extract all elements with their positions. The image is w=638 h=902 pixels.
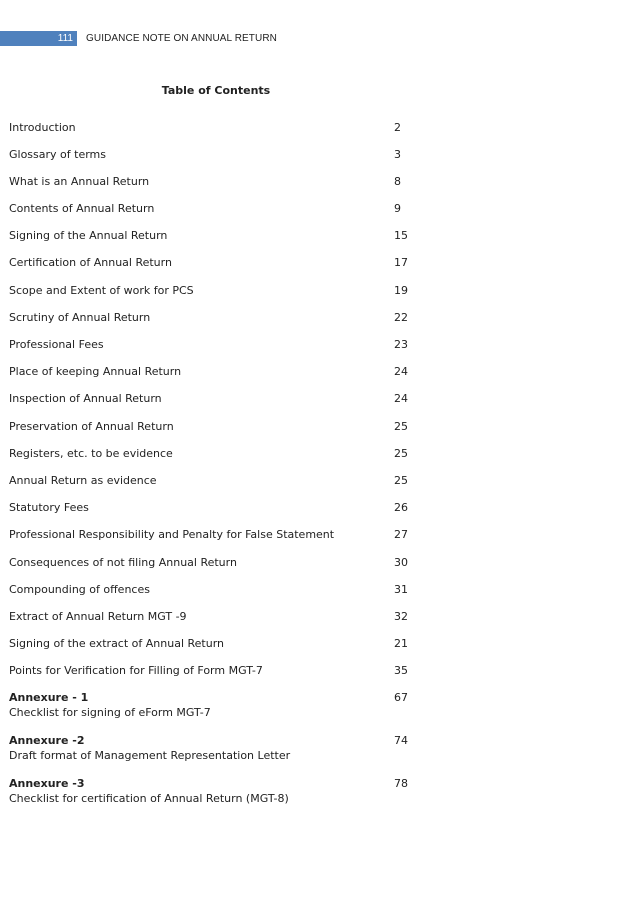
toc-entry-label: Compounding of offences bbox=[9, 583, 150, 596]
toc-entry-page: 32 bbox=[394, 610, 408, 623]
toc-title: Table of Contents bbox=[161, 84, 271, 97]
toc-entry-page: 8 bbox=[394, 175, 401, 188]
toc-entry-page: 25 bbox=[394, 420, 408, 433]
toc-entry-page: 25 bbox=[394, 474, 408, 487]
toc-entry-page: 9 bbox=[394, 202, 401, 215]
annexure-subtitle: Checklist for certification of Annual Return (MGT-8) bbox=[9, 792, 289, 805]
toc-entry-label: Place of keeping Annual Return bbox=[9, 365, 182, 378]
annexure-subtitle: Draft format of Management Representation Letter bbox=[9, 749, 291, 762]
toc-entry-page: 35 bbox=[394, 664, 408, 677]
annexure-page: 67 bbox=[394, 691, 408, 704]
annexure-label: Annexure -2 bbox=[9, 734, 85, 747]
toc-entry-label: Statutory Fees bbox=[9, 501, 89, 514]
toc-entry-page: 24 bbox=[394, 365, 408, 378]
toc-entry-label: Extract of Annual Return MGT -9 bbox=[9, 610, 187, 623]
toc-entry-label: Contents of Annual Return bbox=[9, 202, 155, 215]
toc-entry-page: 26 bbox=[394, 501, 408, 514]
toc-entry-label: Introduction bbox=[9, 121, 76, 134]
toc-entry-page: 15 bbox=[394, 229, 408, 242]
toc-entry-page: 17 bbox=[394, 256, 408, 269]
toc-entry-label: Inspection of Annual Return bbox=[9, 392, 162, 405]
toc-entry-page: 19 bbox=[394, 284, 408, 297]
toc-entry-label: Preservation of Annual Return bbox=[9, 420, 174, 433]
toc-entry-page: 27 bbox=[394, 528, 408, 541]
toc-entry-label: Signing of the Annual Return bbox=[9, 229, 168, 242]
toc-entry-label: Professional Responsibility and Penalty for False Statement bbox=[9, 528, 335, 541]
toc-entry-label: Consequences of not filing Annual Return bbox=[9, 556, 237, 569]
toc-entry-page: 22 bbox=[394, 311, 408, 324]
toc-entry-label: Registers, etc. to be evidence bbox=[9, 447, 173, 460]
annexure-page: 78 bbox=[394, 777, 408, 790]
annexure-label: Annexure -3 bbox=[9, 777, 85, 790]
toc-entry-page: 2 bbox=[394, 121, 401, 134]
toc-entry-page: 3 bbox=[394, 148, 401, 161]
toc-entry-label: What is an Annual Return bbox=[9, 175, 150, 188]
annexure-label: Annexure - 1 bbox=[9, 691, 89, 704]
annexure-page: 74 bbox=[394, 734, 408, 747]
toc-entry-label: Points for Verification for Filling of Form MGT-7 bbox=[9, 664, 263, 677]
toc-entry-label: Signing of the extract of Annual Return bbox=[9, 637, 224, 650]
toc-entry-label: Scope and Extent of work for PCS bbox=[9, 284, 194, 297]
toc-entry-label: Professional Fees bbox=[9, 338, 104, 351]
header-page-number: 111 bbox=[57, 33, 73, 44]
toc-entry-page: 21 bbox=[394, 637, 408, 650]
toc-entry-label: Certification of Annual Return bbox=[9, 256, 172, 269]
toc-entry-page: 24 bbox=[394, 392, 408, 405]
header-title: GUIDANCE NOTE ON ANNUAL RETURN bbox=[86, 33, 277, 44]
toc-entry-page: 23 bbox=[394, 338, 408, 351]
toc-entry-label: Glossary of terms bbox=[9, 148, 106, 161]
toc-entry-page: 30 bbox=[394, 556, 408, 569]
toc-entry-page: 25 bbox=[394, 447, 408, 460]
toc-entry-page: 31 bbox=[394, 583, 408, 596]
annexure-subtitle: Checklist for signing of eForm MGT-7 bbox=[9, 706, 211, 719]
toc-entry-label: Annual Return as evidence bbox=[9, 474, 157, 487]
toc-entry-label: Scrutiny of Annual Return bbox=[9, 311, 151, 324]
